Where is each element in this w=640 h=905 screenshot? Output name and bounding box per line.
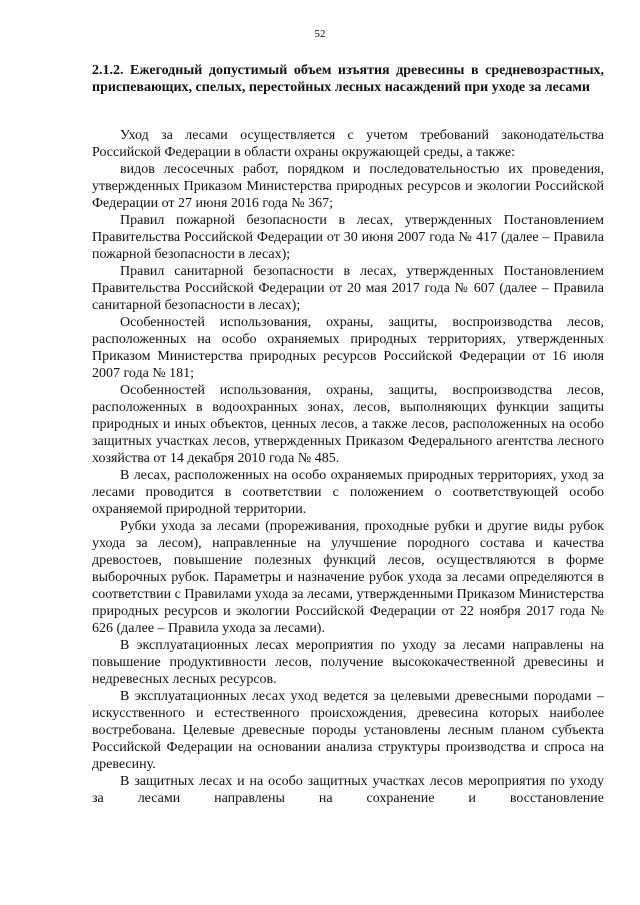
- page-number: 52: [314, 28, 326, 40]
- section-heading: 2.1.2. Ежегодный допустимый объем изъятия древесины в средневозрастных, приспевающих, спелых, перестойных лесных насаждений при уходе за лесами: [92, 63, 604, 95]
- paragraph: Правил санитарной безопасности в лесах, утвержденных Постановлением Правительства Российской Федерации от 20 мая 2017 года № 607 (далее – Правила санитарной безопасности в лесах);: [92, 264, 604, 313]
- paragraph: Правил пожарной безопасности в лесах, утвержденных Постановлением Правительства Российской Федерации от 30 июня 2007 года № 417 (далее – Правила пожарной безопасности в лесах);: [92, 213, 604, 262]
- paragraph: Особенностей использования, охраны, защиты, воспроизводства лесов, расположенных в водоохранных зонах, лесов, выполняющих функции защиты природных и иных объектов, ценных лесов, а также лесов, расположенных на особо защитных участках лесов, утвержденных Приказом Федерального агентства лесного хозяйства от 14 декабря 2010 года № 485.: [92, 383, 604, 466]
- paragraph: В лесах, расположенных на особо охраняемых природных территориях, уход за лесами проводится в соответствии с положением о соответствующей особо охраняемой природной территории.: [92, 468, 604, 517]
- paragraph: Рубки ухода за лесами (прореживания, проходные рубки и другие виды рубок ухода за лесом), направленные на улучшение породного состава и качества древостоев, повышение полезных функций лесов, осуществляются в форме выборочных рубок. Параметры и назначение рубок ухода за лесами определяются в соответствии с Правилами ухода за лесами, утвержденными Приказом Министерства природных ресурсов и экологии Российской Федерации от 22 ноября 2017 года № 626 (далее – Правила ухода за лесами).: [92, 519, 604, 636]
- paragraph: видов лесосечных работ, порядком и последовательностью их проведения, утвержденных Приказом Министерства природных ресурсов и экологии Российской Федерации от 27 июня 2016 года № 367;: [92, 162, 604, 211]
- body-text: [92, 127, 604, 807]
- paragraph: В эксплуатационных лесах мероприятия по уходу за лесами направлены на повышение продуктивности лесов, получение высококачественной древесины и недревесных лесных ресурсов.: [92, 638, 604, 687]
- paragraph: В защитных лесах и на особо защитных участках лесов мероприятия по уходу за лесами направлены на сохранение и восстановление: [92, 774, 604, 806]
- paragraph: Особенностей использования, охраны, защиты, воспроизводства лесов, расположенных на особо охраняемых природных территориях, утвержденных Приказом Министерства природных ресурсов Российской Федерации от 16 июля 2007 года № 181;: [92, 315, 604, 381]
- paragraph: Уход за лесами осуществляется с учетом требований законодательства Российской Федерации в области охраны окружающей среды, а также:: [92, 128, 604, 160]
- paragraph: В эксплуатационных лесах уход ведется за целевыми древесными породами – искусственного и естественного происхождения, древесина которых наиболее востребована. Целевые древесные породы установлены лесным планом субъекта Российской Федерации на основании анализа структуры производства и спроса на древесину.: [92, 689, 604, 772]
